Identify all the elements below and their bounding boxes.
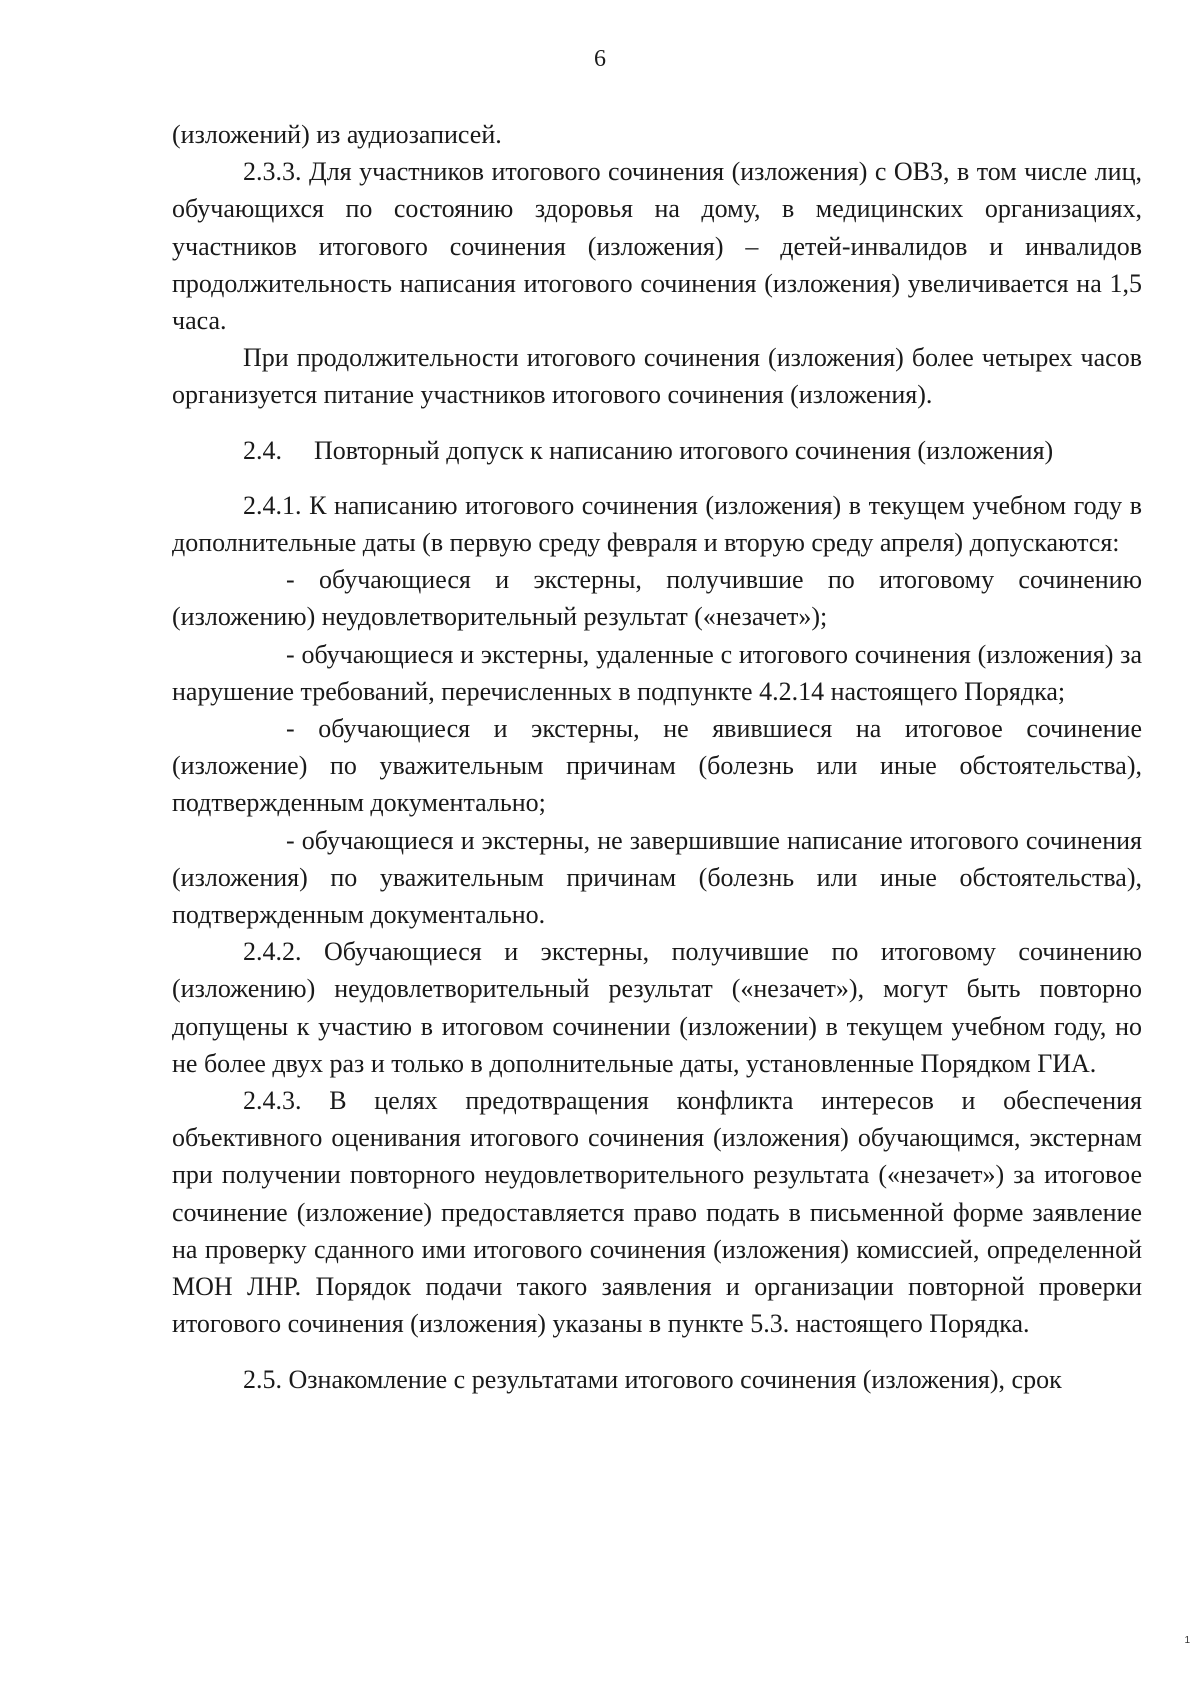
corner-mark: 1 (1184, 1635, 1190, 1646)
section-title: Повторный допуск к написанию итогового сочинения (изложения) (314, 435, 1054, 465)
section-heading-2-5: 2.5. Ознакомление с результатами итогового сочинения (изложения), срок (243, 1364, 1062, 1394)
list-item: - обучающиеся и экстерны, не явившиеся на итоговое сочинение (изложение) по уважительным причинам (болезнь или иные обстоятельства), подтвержденным документально; (172, 714, 1142, 818)
paragraph-2-4-1: 2.4.1. К написанию итогового сочинения (изложения) в текущем учебном году в дополнительные даты (в первую среду февраля и вторую среду апреля) допускаются: (172, 490, 1142, 558)
list-item: - обучающиеся и экстерны, не завершившие написание итогового сочинения (изложения) по уважительным причинам (болезнь или иные обстоятельства), подтвержденным документально. (172, 825, 1142, 930)
page-number: 6 (594, 46, 606, 72)
paragraph-2-4-3: 2.4.3. В целях предотвращения конфликта интересов и обеспечения объективного оценивания итогового сочинения (изложения) обучающимся, экстернам при получении повторного неудовлетворительного результата («незачет») за итоговое сочинение (изложение) предоставляется право подать в письменной форме заявление на проверку сданного ими итогового сочинения (изложения) комиссией, определенной МОН ЛНР. Порядок подачи такого заявления и организации повторной проверки итогового сочинения (изложения) указаны в пункте 5.3. настоящего Порядка. (172, 1086, 1142, 1339)
paragraph-continuation: (изложений) из аудиозаписей. (172, 120, 502, 149)
document-body (172, 116, 1142, 1398)
paragraph-meals: При продолжительности итогового сочинения (изложения) более четырех часов организуется питание участников итогового сочинения (изложения). (172, 343, 1142, 410)
paragraph-2-4-2: 2.4.2. Обучающиеся и экстерны, получившие по итоговому сочинению (изложению) неудовлетворительный результат («незачет»), могут быть повторно допущены к участию в итоговом сочинении (изложении) в текущем учебном году, но не более двух раз и только в дополнительные даты, установленные Порядком ГИА. (172, 937, 1142, 1078)
list-item: - обучающиеся и экстерны, получившие по итоговому сочинению (изложению) неудовлетворительный результат («незачет»); (172, 565, 1142, 632)
section-heading-2-4 (172, 432, 1142, 469)
list-item: - обучающиеся и экстерны, удаленные с итогового сочинения (изложения) за нарушение требований, перечисленных в подпункте 4.2.14 настоящего Порядка; (172, 639, 1142, 706)
section-number: 2.4. (243, 435, 282, 465)
paragraph-2-3-3: 2.3.3. Для участников итогового сочинения (изложения) с ОВЗ, в том числе лиц, обучающихся по состоянию здоровья на дому, в медицинских организациях, участников итогового сочинения (изложения) – детей-инвалидов и инвалидов продолжительность написания итогового сочинения (изложения) увеличивается на 1,5 часа. (172, 157, 1142, 336)
